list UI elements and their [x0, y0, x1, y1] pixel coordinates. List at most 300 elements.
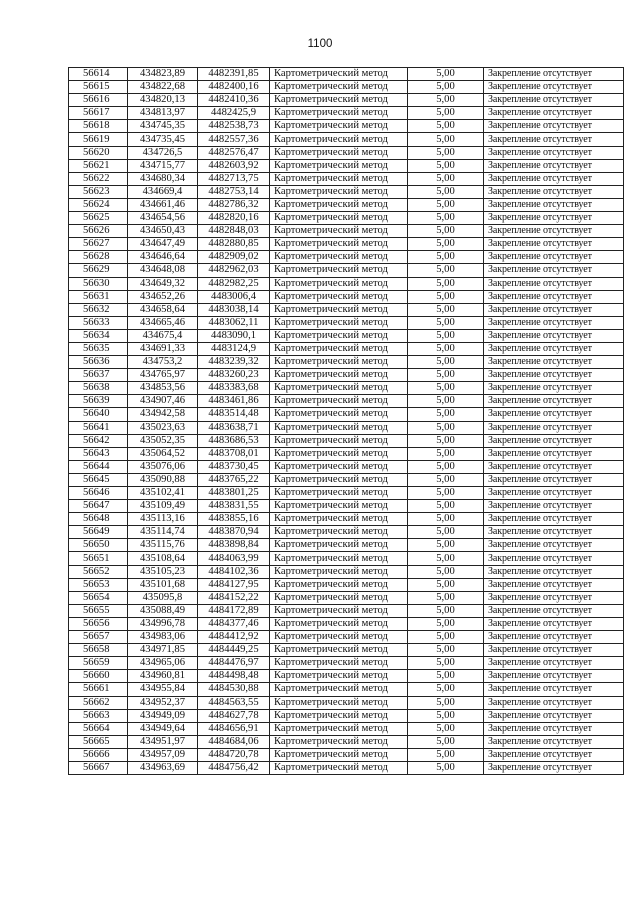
point-number-cell: 56660 [69, 670, 128, 683]
accuracy-cell: 5,00 [408, 696, 484, 709]
fixation-cell: Закрепление отсутствует [484, 94, 624, 107]
y-coordinate-cell: 4483765,22 [198, 473, 270, 486]
fixation-cell: Закрепление отсутствует [484, 408, 624, 421]
y-coordinate-cell: 4484102,36 [198, 565, 270, 578]
point-number-cell: 56662 [69, 696, 128, 709]
method-cell: Картометрический метод [270, 120, 408, 133]
point-number-cell: 56652 [69, 565, 128, 578]
y-coordinate-cell: 4482576,47 [198, 146, 270, 159]
y-coordinate-cell: 4483514,48 [198, 408, 270, 421]
accuracy-cell: 5,00 [408, 264, 484, 277]
x-coordinate-cell: 435108,64 [128, 552, 198, 565]
point-number-cell: 56623 [69, 185, 128, 198]
fixation-cell: Закрепление отсутствует [484, 604, 624, 617]
accuracy-cell: 5,00 [408, 408, 484, 421]
accuracy-cell: 5,00 [408, 382, 484, 395]
x-coordinate-cell: 434813,97 [128, 107, 198, 120]
method-cell: Картометрический метод [270, 303, 408, 316]
x-coordinate-cell: 434822,68 [128, 81, 198, 94]
method-cell: Картометрический метод [270, 735, 408, 748]
fixation-cell: Закрепление отсутствует [484, 198, 624, 211]
point-number-cell: 56664 [69, 722, 128, 735]
table-row [69, 735, 624, 748]
x-coordinate-cell: 434646,64 [128, 251, 198, 264]
x-coordinate-cell: 434996,78 [128, 617, 198, 630]
fixation-cell: Закрепление отсутствует [484, 159, 624, 172]
method-cell: Картометрический метод [270, 709, 408, 722]
x-coordinate-cell: 434965,06 [128, 657, 198, 670]
y-coordinate-cell: 4482880,85 [198, 238, 270, 251]
x-coordinate-cell: 434650,43 [128, 225, 198, 238]
accuracy-cell: 5,00 [408, 487, 484, 500]
table-row [69, 251, 624, 264]
y-coordinate-cell: 4484656,91 [198, 722, 270, 735]
x-coordinate-cell: 434949,09 [128, 709, 198, 722]
table-row [69, 722, 624, 735]
method-cell: Картометрический метод [270, 290, 408, 303]
fixation-cell: Закрепление отсутствует [484, 329, 624, 342]
fixation-cell: Закрепление отсутствует [484, 670, 624, 683]
method-cell: Картометрический метод [270, 316, 408, 329]
method-cell: Картометрический метод [270, 81, 408, 94]
method-cell: Картометрический метод [270, 460, 408, 473]
method-cell: Картометрический метод [270, 329, 408, 342]
method-cell: Картометрический метод [270, 369, 408, 382]
fixation-cell: Закрепление отсутствует [484, 225, 624, 238]
point-number-cell: 56634 [69, 329, 128, 342]
method-cell: Картометрический метод [270, 251, 408, 264]
x-coordinate-cell: 435105,23 [128, 565, 198, 578]
x-coordinate-cell: 435115,76 [128, 539, 198, 552]
fixation-cell: Закрепление отсутствует [484, 526, 624, 539]
table-row [69, 447, 624, 460]
y-coordinate-cell: 4482557,36 [198, 133, 270, 146]
accuracy-cell: 5,00 [408, 761, 484, 774]
accuracy-cell: 5,00 [408, 68, 484, 81]
y-coordinate-cell: 4483383,68 [198, 382, 270, 395]
table-row [69, 342, 624, 355]
y-coordinate-cell: 4483708,01 [198, 447, 270, 460]
fixation-cell: Закрепление отсутствует [484, 447, 624, 460]
accuracy-cell: 5,00 [408, 238, 484, 251]
fixation-cell: Закрепление отсутствует [484, 382, 624, 395]
method-cell: Картометрический метод [270, 657, 408, 670]
fixation-cell: Закрепление отсутствует [484, 617, 624, 630]
fixation-cell: Закрепление отсутствует [484, 238, 624, 251]
table-row [69, 94, 624, 107]
y-coordinate-cell: 4484756,42 [198, 761, 270, 774]
fixation-cell: Закрепление отсутствует [484, 473, 624, 486]
accuracy-cell: 5,00 [408, 526, 484, 539]
table-row [69, 539, 624, 552]
y-coordinate-cell: 4484127,95 [198, 578, 270, 591]
y-coordinate-cell: 4483239,32 [198, 356, 270, 369]
fixation-cell: Закрепление отсутствует [484, 81, 624, 94]
y-coordinate-cell: 4484449,25 [198, 644, 270, 657]
y-coordinate-cell: 4483038,14 [198, 303, 270, 316]
point-number-cell: 56626 [69, 225, 128, 238]
method-cell: Картометрический метод [270, 133, 408, 146]
point-number-cell: 56637 [69, 369, 128, 382]
point-number-cell: 56656 [69, 617, 128, 630]
accuracy-cell: 5,00 [408, 212, 484, 225]
method-cell: Картометрический метод [270, 617, 408, 630]
fixation-cell: Закрепление отсутствует [484, 683, 624, 696]
x-coordinate-cell: 434955,84 [128, 683, 198, 696]
point-number-cell: 56658 [69, 644, 128, 657]
fixation-cell: Закрепление отсутствует [484, 539, 624, 552]
point-number-cell: 56665 [69, 735, 128, 748]
y-coordinate-cell: 4484063,99 [198, 552, 270, 565]
x-coordinate-cell: 434960,81 [128, 670, 198, 683]
x-coordinate-cell: 434907,46 [128, 395, 198, 408]
table-row [69, 133, 624, 146]
point-number-cell: 56633 [69, 316, 128, 329]
x-coordinate-cell: 434665,46 [128, 316, 198, 329]
accuracy-cell: 5,00 [408, 316, 484, 329]
accuracy-cell: 5,00 [408, 617, 484, 630]
x-coordinate-cell: 434735,45 [128, 133, 198, 146]
point-number-cell: 56657 [69, 631, 128, 644]
point-number-cell: 56615 [69, 81, 128, 94]
point-number-cell: 56630 [69, 277, 128, 290]
table-row [69, 434, 624, 447]
y-coordinate-cell: 4483855,16 [198, 513, 270, 526]
method-cell: Картометрический метод [270, 761, 408, 774]
x-coordinate-cell: 434652,26 [128, 290, 198, 303]
point-number-cell: 56621 [69, 159, 128, 172]
y-coordinate-cell: 4482603,92 [198, 159, 270, 172]
x-coordinate-cell: 434647,49 [128, 238, 198, 251]
fixation-cell: Закрепление отсутствует [484, 212, 624, 225]
accuracy-cell: 5,00 [408, 748, 484, 761]
fixation-cell: Закрепление отсутствует [484, 500, 624, 513]
y-coordinate-cell: 4483870,94 [198, 526, 270, 539]
x-coordinate-cell: 434951,97 [128, 735, 198, 748]
point-number-cell: 56639 [69, 395, 128, 408]
x-coordinate-cell: 434823,89 [128, 68, 198, 81]
method-cell: Картометрический метод [270, 225, 408, 238]
y-coordinate-cell: 4482753,14 [198, 185, 270, 198]
table-row [69, 107, 624, 120]
x-coordinate-cell: 435023,63 [128, 421, 198, 434]
x-coordinate-cell: 434957,09 [128, 748, 198, 761]
y-coordinate-cell: 4483461,86 [198, 395, 270, 408]
table-row [69, 487, 624, 500]
table-row [69, 303, 624, 316]
method-cell: Картометрический метод [270, 107, 408, 120]
method-cell: Картометрический метод [270, 631, 408, 644]
table-row [69, 81, 624, 94]
accuracy-cell: 5,00 [408, 356, 484, 369]
method-cell: Картометрический метод [270, 748, 408, 761]
table-row [69, 212, 624, 225]
fixation-cell: Закрепление отсутствует [484, 748, 624, 761]
coordinates-table [68, 67, 624, 775]
table-row [69, 277, 624, 290]
y-coordinate-cell: 4484684,06 [198, 735, 270, 748]
accuracy-cell: 5,00 [408, 578, 484, 591]
y-coordinate-cell: 4482400,16 [198, 81, 270, 94]
x-coordinate-cell: 434853,56 [128, 382, 198, 395]
x-coordinate-cell: 435064,52 [128, 447, 198, 460]
fixation-cell: Закрепление отсутствует [484, 591, 624, 604]
method-cell: Картометрический метод [270, 487, 408, 500]
table-row [69, 591, 624, 604]
x-coordinate-cell: 434745,35 [128, 120, 198, 133]
x-coordinate-cell: 434942,58 [128, 408, 198, 421]
y-coordinate-cell: 4482410,36 [198, 94, 270, 107]
method-cell: Картометрический метод [270, 696, 408, 709]
y-coordinate-cell: 4483898,84 [198, 539, 270, 552]
table-row [69, 644, 624, 657]
fixation-cell: Закрепление отсутствует [484, 487, 624, 500]
x-coordinate-cell: 434675,4 [128, 329, 198, 342]
method-cell: Картометрический метод [270, 683, 408, 696]
fixation-cell: Закрепление отсутствует [484, 185, 624, 198]
method-cell: Картометрический метод [270, 421, 408, 434]
x-coordinate-cell: 434661,46 [128, 198, 198, 211]
y-coordinate-cell: 4484172,89 [198, 604, 270, 617]
method-cell: Картометрический метод [270, 722, 408, 735]
table-row [69, 382, 624, 395]
point-number-cell: 56655 [69, 604, 128, 617]
fixation-cell: Закрепление отсутствует [484, 342, 624, 355]
point-number-cell: 56627 [69, 238, 128, 251]
table-row [69, 670, 624, 683]
method-cell: Картометрический метод [270, 94, 408, 107]
accuracy-cell: 5,00 [408, 447, 484, 460]
table-row [69, 473, 624, 486]
accuracy-cell: 5,00 [408, 369, 484, 382]
point-number-cell: 56628 [69, 251, 128, 264]
point-number-cell: 56648 [69, 513, 128, 526]
table-row [69, 408, 624, 421]
table-row [69, 748, 624, 761]
method-cell: Картометрический метод [270, 552, 408, 565]
y-coordinate-cell: 4483062,11 [198, 316, 270, 329]
method-cell: Картометрический метод [270, 212, 408, 225]
accuracy-cell: 5,00 [408, 644, 484, 657]
point-number-cell: 56643 [69, 447, 128, 460]
y-coordinate-cell: 4482820,16 [198, 212, 270, 225]
method-cell: Картометрический метод [270, 526, 408, 539]
accuracy-cell: 5,00 [408, 735, 484, 748]
accuracy-cell: 5,00 [408, 709, 484, 722]
x-coordinate-cell: 434680,34 [128, 172, 198, 185]
x-coordinate-cell: 435113,16 [128, 513, 198, 526]
table-row [69, 395, 624, 408]
point-number-cell: 56644 [69, 460, 128, 473]
point-number-cell: 56617 [69, 107, 128, 120]
y-coordinate-cell: 4482909,02 [198, 251, 270, 264]
x-coordinate-cell: 434753,2 [128, 356, 198, 369]
point-number-cell: 56619 [69, 133, 128, 146]
method-cell: Картометрический метод [270, 159, 408, 172]
table-row [69, 264, 624, 277]
table-row [69, 552, 624, 565]
fixation-cell: Закрепление отсутствует [484, 644, 624, 657]
point-number-cell: 56646 [69, 487, 128, 500]
accuracy-cell: 5,00 [408, 513, 484, 526]
y-coordinate-cell: 4482786,32 [198, 198, 270, 211]
table-row [69, 369, 624, 382]
method-cell: Картометрический метод [270, 604, 408, 617]
point-number-cell: 56653 [69, 578, 128, 591]
method-cell: Картометрический метод [270, 185, 408, 198]
accuracy-cell: 5,00 [408, 107, 484, 120]
table-row [69, 696, 624, 709]
y-coordinate-cell: 4482962,03 [198, 264, 270, 277]
x-coordinate-cell: 434963,69 [128, 761, 198, 774]
point-number-cell: 56654 [69, 591, 128, 604]
table-row [69, 565, 624, 578]
fixation-cell: Закрепление отсутствует [484, 264, 624, 277]
method-cell: Картометрический метод [270, 591, 408, 604]
accuracy-cell: 5,00 [408, 146, 484, 159]
fixation-cell: Закрепление отсутствует [484, 578, 624, 591]
point-number-cell: 56666 [69, 748, 128, 761]
fixation-cell: Закрепление отсутствует [484, 107, 624, 120]
x-coordinate-cell: 435088,49 [128, 604, 198, 617]
accuracy-cell: 5,00 [408, 251, 484, 264]
accuracy-cell: 5,00 [408, 604, 484, 617]
x-coordinate-cell: 434669,4 [128, 185, 198, 198]
point-number-cell: 56635 [69, 342, 128, 355]
y-coordinate-cell: 4483638,71 [198, 421, 270, 434]
accuracy-cell: 5,00 [408, 591, 484, 604]
y-coordinate-cell: 4482713,75 [198, 172, 270, 185]
point-number-cell: 56640 [69, 408, 128, 421]
point-number-cell: 56667 [69, 761, 128, 774]
table-row [69, 159, 624, 172]
table-row [69, 500, 624, 513]
fixation-cell: Закрепление отсутствует [484, 356, 624, 369]
y-coordinate-cell: 4482848,03 [198, 225, 270, 238]
fixation-cell: Закрепление отсутствует [484, 395, 624, 408]
y-coordinate-cell: 4484720,78 [198, 748, 270, 761]
x-coordinate-cell: 434715,77 [128, 159, 198, 172]
y-coordinate-cell: 4483124,9 [198, 342, 270, 355]
table-row [69, 513, 624, 526]
table-row [69, 617, 624, 630]
point-number-cell: 56647 [69, 500, 128, 513]
x-coordinate-cell: 435114,74 [128, 526, 198, 539]
table-row [69, 225, 624, 238]
x-coordinate-cell: 434765,97 [128, 369, 198, 382]
fixation-cell: Закрепление отсутствует [484, 761, 624, 774]
point-number-cell: 56638 [69, 382, 128, 395]
accuracy-cell: 5,00 [408, 683, 484, 696]
accuracy-cell: 5,00 [408, 552, 484, 565]
x-coordinate-cell: 435095,8 [128, 591, 198, 604]
fixation-cell: Закрепление отсутствует [484, 172, 624, 185]
method-cell: Картометрический метод [270, 434, 408, 447]
x-coordinate-cell: 435101,68 [128, 578, 198, 591]
fixation-cell: Закрепление отсутствует [484, 133, 624, 146]
x-coordinate-cell: 435052,35 [128, 434, 198, 447]
point-number-cell: 56650 [69, 539, 128, 552]
table-row [69, 172, 624, 185]
x-coordinate-cell: 435102,41 [128, 487, 198, 500]
method-cell: Картометрический метод [270, 644, 408, 657]
fixation-cell: Закрепление отсутствует [484, 251, 624, 264]
y-coordinate-cell: 4484530,88 [198, 683, 270, 696]
table-row [69, 120, 624, 133]
method-cell: Картометрический метод [270, 578, 408, 591]
fixation-cell: Закрепление отсутствует [484, 631, 624, 644]
y-coordinate-cell: 4484412,92 [198, 631, 270, 644]
table-row [69, 329, 624, 342]
point-number-cell: 56649 [69, 526, 128, 539]
x-coordinate-cell: 434949,64 [128, 722, 198, 735]
table-row [69, 526, 624, 539]
table-row [69, 683, 624, 696]
method-cell: Картометрический метод [270, 670, 408, 683]
accuracy-cell: 5,00 [408, 120, 484, 133]
method-cell: Картометрический метод [270, 277, 408, 290]
x-coordinate-cell: 434649,32 [128, 277, 198, 290]
x-coordinate-cell: 434648,08 [128, 264, 198, 277]
y-coordinate-cell: 4483006,4 [198, 290, 270, 303]
table-row [69, 198, 624, 211]
x-coordinate-cell: 434971,85 [128, 644, 198, 657]
y-coordinate-cell: 4484563,55 [198, 696, 270, 709]
accuracy-cell: 5,00 [408, 421, 484, 434]
x-coordinate-cell: 434654,56 [128, 212, 198, 225]
x-coordinate-cell: 434726,5 [128, 146, 198, 159]
fixation-cell: Закрепление отсутствует [484, 68, 624, 81]
accuracy-cell: 5,00 [408, 473, 484, 486]
point-number-cell: 56614 [69, 68, 128, 81]
page-number: 1100 [307, 38, 333, 50]
table-row [69, 238, 624, 251]
method-cell: Картометрический метод [270, 198, 408, 211]
accuracy-cell: 5,00 [408, 303, 484, 316]
x-coordinate-cell: 434820,13 [128, 94, 198, 107]
x-coordinate-cell: 434983,06 [128, 631, 198, 644]
point-number-cell: 56663 [69, 709, 128, 722]
accuracy-cell: 5,00 [408, 434, 484, 447]
accuracy-cell: 5,00 [408, 500, 484, 513]
y-coordinate-cell: 4483801,25 [198, 487, 270, 500]
accuracy-cell: 5,00 [408, 722, 484, 735]
accuracy-cell: 5,00 [408, 94, 484, 107]
fixation-cell: Закрепление отсутствует [484, 657, 624, 670]
y-coordinate-cell: 4483686,53 [198, 434, 270, 447]
table-row [69, 185, 624, 198]
table-row [69, 604, 624, 617]
fixation-cell: Закрепление отсутствует [484, 146, 624, 159]
method-cell: Картометрический метод [270, 408, 408, 421]
point-number-cell: 56661 [69, 683, 128, 696]
accuracy-cell: 5,00 [408, 290, 484, 303]
point-number-cell: 56642 [69, 434, 128, 447]
accuracy-cell: 5,00 [408, 277, 484, 290]
method-cell: Картометрический метод [270, 513, 408, 526]
fixation-cell: Закрепление отсутствует [484, 290, 624, 303]
fixation-cell: Закрепление отсутствует [484, 369, 624, 382]
accuracy-cell: 5,00 [408, 395, 484, 408]
accuracy-cell: 5,00 [408, 670, 484, 683]
point-number-cell: 56616 [69, 94, 128, 107]
method-cell: Картометрический метод [270, 539, 408, 552]
table-row [69, 578, 624, 591]
point-number-cell: 56641 [69, 421, 128, 434]
accuracy-cell: 5,00 [408, 81, 484, 94]
fixation-cell: Закрепление отсутствует [484, 565, 624, 578]
y-coordinate-cell: 4484627,78 [198, 709, 270, 722]
